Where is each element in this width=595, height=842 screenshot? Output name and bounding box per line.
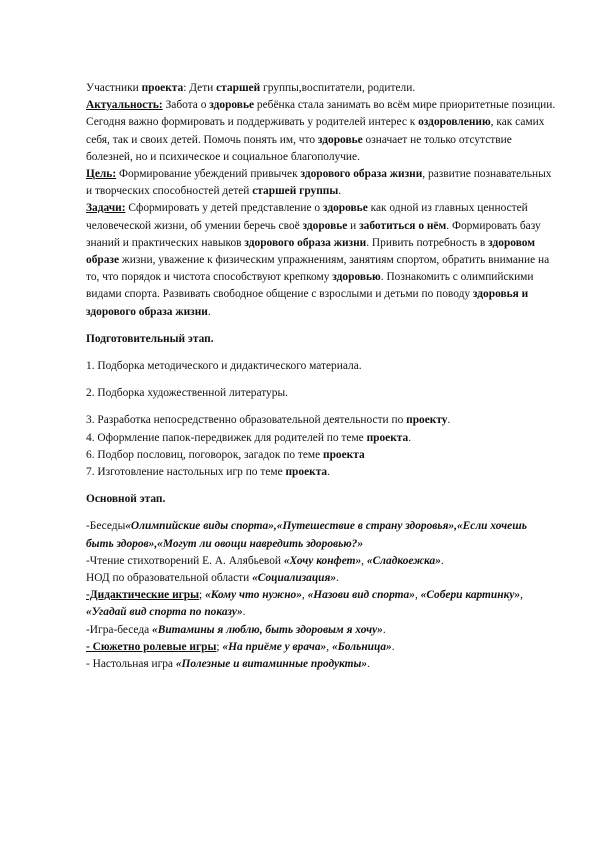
text: ; [199,589,206,602]
bold-text: проекта [141,82,184,94]
text: 6. Подбор пословиц, поговорок, загадок по теме [86,448,324,461]
bold-italic-text: «Сладкоежка» [366,554,441,567]
relevance-label: Актуальность: [86,99,163,112]
main-talks [86,518,556,552]
didactic-label: -Дидактические игры [86,589,200,602]
text: Сформировать у детей представление о [125,202,323,215]
bold-text: проекта [323,448,365,461]
text: . Познакомить с олимпийскими видами спорта. Развивать свободное общение с взрослыми и детьми по поводу [86,271,534,301]
text: , [326,640,332,653]
text: Забота о [162,99,210,112]
bold-italic-text: «Угадай вид спорта по показу» [86,606,243,619]
bold-text: здорового образа жизни [244,236,367,249]
main-poems [86,553,556,570]
text: , [361,554,367,567]
text: . [207,305,211,318]
text: . [242,606,246,619]
bold-text: проекта [366,431,409,444]
bold-text: оздоровлению [418,116,491,129]
bold-italic-text: «Хочу конфет» [283,554,362,567]
text: . Формировать базу знаний и практических навыков [86,219,541,249]
text: -Чтение стихотворений Е. А. Алябьевой [86,554,284,567]
main-game-talk [86,622,556,639]
prep-item-2: 2. Подборка художественной литературы. [86,387,288,400]
text: ; [216,640,223,653]
text: как одной из главных ценностей человеческой жизни, об умении беречь своё [86,202,528,232]
bold-italic-text: «Социализация» [252,572,337,585]
text: жизни, уважение к физическим упражнениям, занятиям спортом, обратить внимание на то, что порядок и чистота способствуют крепкому [86,254,550,284]
bold-text: здоровье [317,133,363,146]
text: . [440,554,444,567]
text: НОД по образовательной области [86,572,253,585]
prep-item-3 [86,412,556,429]
bold-text: старшей [216,82,261,94]
text: . [408,431,412,444]
text: : Дети [183,82,217,94]
main-nod [86,570,556,587]
bold-text: здоровье [209,99,255,112]
prep-item-4 [86,430,556,447]
bold-text: здоровье [322,202,368,215]
goal-paragraph [86,166,556,200]
text: . Привить потребность в [366,236,489,249]
text: , [301,589,308,602]
bold-text: здоровья и здорового образа жизни [86,288,529,318]
bold-italic-text: «На приёме у врача» [222,640,327,653]
text: . [336,572,339,585]
main-didactic-games [86,587,556,621]
text: - Настольная игра [86,658,176,671]
text: группы,воспитатели, родители. [260,82,416,94]
text: Формирование убеждений привычек [116,168,301,181]
document-page [86,80,556,673]
bold-text: проекту [406,414,448,427]
bold-text: здоровом образе [86,236,536,267]
bold-text: здорового образа жизни [300,168,423,181]
text: 7. Изготовление настольных игр по теме [86,466,286,479]
bold-italic-text: «Назови вид спорта» [307,589,415,602]
text: . [338,185,342,198]
prep-item-1: 1. Подборка методического и дидактического материала. [86,360,362,373]
text: , [414,589,421,602]
bold-italic-text: «Больница» [331,640,392,653]
goal-label: Цель: [86,168,117,181]
bold-italic-text: «Полезные и витаминные продукты» [175,658,368,671]
text: . [447,414,451,427]
bold-text: старшей группы [252,185,339,198]
role-games-label: - Сюжетно ролевые игры [86,640,217,653]
bold-italic-text: «Витамины я люблю, быть здоровым я хочу» [152,623,383,636]
prep-item-7 [86,464,556,481]
text: . [327,466,330,479]
participants-paragraph [86,80,556,97]
bold-text: проекта [285,466,328,479]
text: означает не только отсутствие болезней, но и психическое и социальное благополучие. [86,133,512,163]
main-heading: Основной этап. [86,493,166,506]
text: 3. Разработка непосредственно образовательной деятельности по [86,414,407,427]
bold-italic-text: «Кому что нужно» [205,589,302,602]
text: ребёнка стала занимать во всём мире приоритетные позиции. Сегодня важно формировать и поддерживать у родителей интерес к [86,99,556,129]
text: , развитие познавательных и творческих способностей детей [86,168,552,198]
bold-text: заботиться о нём [359,219,447,232]
text: -Беседы [86,520,126,533]
relevance-paragraph [86,97,556,166]
text: , [520,589,523,602]
text: . [367,658,370,671]
prep-item-6 [86,447,556,464]
text: Участники [86,82,142,94]
main-board-game [86,656,556,673]
text: 4. Оформление папок-передвижек для родителей по теме [86,431,367,444]
bold-italic-text: «Олимпийские виды спорта»,«Путешествие в страну здоровья»,«Если хочешь быть здоров»,«Могут ли овощи навредить здоровью?» [86,520,527,550]
text: , как самих себя, так и своих детей. Помочь понять им, что [86,116,545,146]
text: -Игра-беседа [86,623,153,636]
bold-italic-text: «Собери картинку» [420,589,521,602]
bold-text: здоровью [332,271,381,284]
tasks-paragraph [86,200,556,320]
text: . [391,640,395,653]
bold-text: здоровье [302,219,348,232]
text: . [382,623,386,636]
main-role-games [86,639,556,656]
prep-heading: Подготовительный этап. [86,332,214,345]
text: и [347,219,360,232]
tasks-label: Задачи: [86,202,126,215]
